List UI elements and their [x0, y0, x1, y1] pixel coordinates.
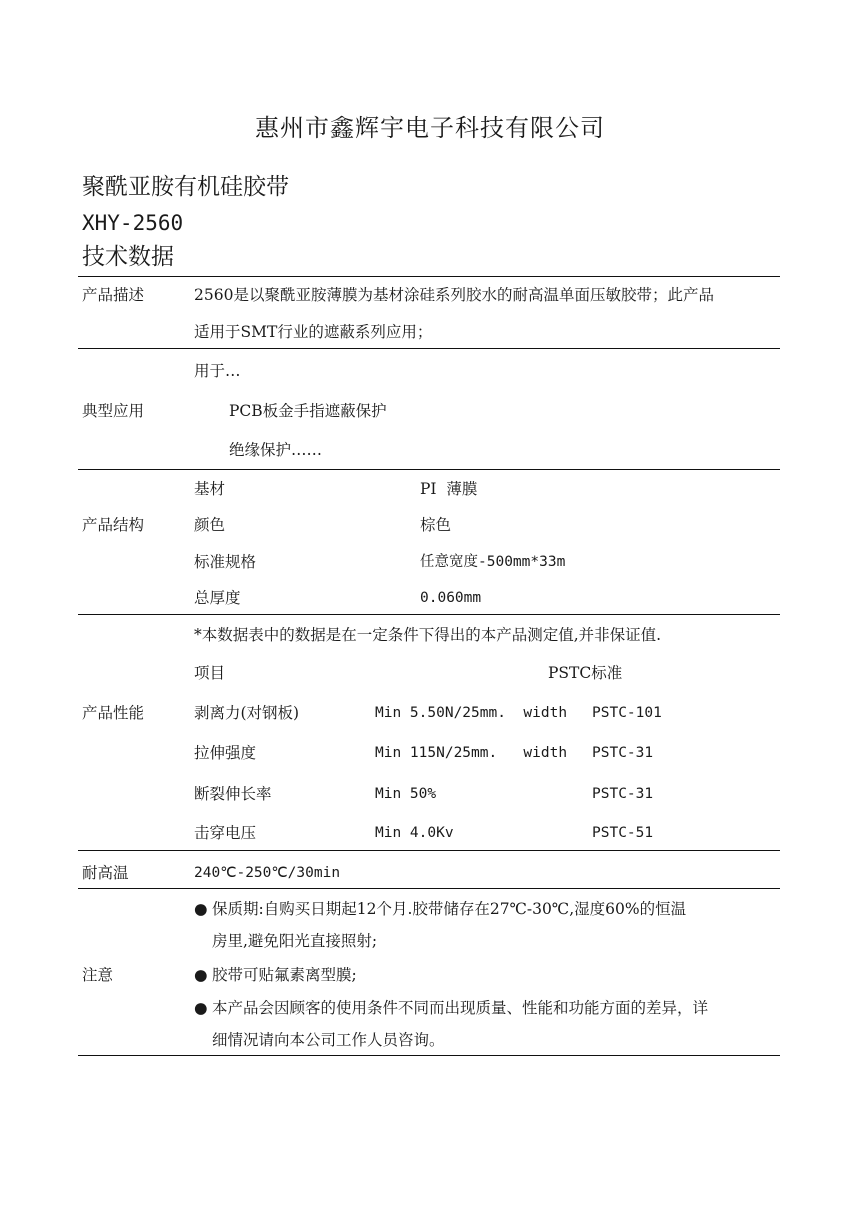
note-line: 胶带可贴氟素离型膜;: [212, 966, 357, 984]
structure-name: 总厚度: [194, 589, 241, 607]
note-line: 本产品会因顾客的使用条件不同而出现质量、性能和功能方面的差异，详: [212, 999, 709, 1017]
description-line-2: 适用于SMT行业的遮蔽系列应用；: [194, 323, 433, 341]
heat-label: 耐高温: [82, 864, 129, 882]
performance-item: 剥离力(对钢板): [194, 704, 300, 722]
performance-item: 断裂伸长率: [194, 785, 272, 803]
note-bullet: ●: [194, 900, 208, 918]
row-divider-heat: [78, 888, 780, 889]
description-label: 产品描述: [82, 286, 145, 304]
performance-value: Min 115N/25mm. width: [375, 745, 568, 761]
row-divider-application: [78, 469, 780, 470]
product-name: 聚酰亚胺有机硅胶带: [82, 174, 289, 200]
performance-standard: PSTC-31: [592, 745, 654, 761]
structure-value: PI 薄膜: [420, 480, 478, 498]
structure-value: 0.060mm: [420, 590, 482, 606]
performance-value: Min 4.0Kv: [375, 825, 454, 841]
table-top-rule: [78, 276, 780, 277]
row-divider-structure: [78, 614, 780, 615]
note-line: 保质期:自购买日期起12个月.胶带储存在27℃-30℃,湿度60%的恒温: [212, 900, 687, 918]
structure-name: 颜色: [194, 516, 226, 534]
row-divider-performance: [78, 850, 780, 851]
heat-value: 240℃-250℃/30min: [194, 865, 341, 881]
product-code: XHY-2560: [82, 211, 184, 235]
structure-name: 标准规格: [194, 553, 257, 571]
performance-col-standard: PSTC标准: [548, 664, 623, 682]
application-intro: 用于…: [194, 362, 241, 380]
note-bullet: ●: [194, 999, 208, 1017]
row-divider-description: [78, 348, 780, 349]
company-name: 惠州市鑫辉宇电子科技有限公司: [255, 114, 605, 142]
application-item: PCB板金手指遮蔽保护: [229, 402, 387, 420]
tech-data-heading: 技术数据: [82, 244, 174, 270]
description-line-1: 2560是以聚酰亚胺薄膜为基材涂硅系列胶水的耐高温单面压敏胶带；此产品: [194, 286, 714, 304]
notes-label: 注意: [82, 966, 114, 984]
performance-col-item: 项目: [194, 664, 226, 682]
note-bullet: ●: [194, 966, 208, 984]
structure-name: 基材: [194, 480, 226, 498]
performance-value: Min 50%: [375, 786, 437, 802]
performance-standard: PSTC-51: [592, 825, 654, 841]
application-item: 绝缘保护……: [229, 441, 323, 459]
note-line: 房里,避免阳光直接照射;: [212, 932, 378, 950]
note-line: 细情况请向本公司工作人员咨询。: [212, 1031, 445, 1049]
table-bottom-rule: [78, 1055, 780, 1056]
performance-label: 产品性能: [82, 704, 145, 722]
structure-label: 产品结构: [82, 516, 145, 534]
performance-value: Min 5.50N/25mm. width: [375, 705, 568, 721]
performance-standard: PSTC-31: [592, 786, 654, 802]
performance-standard: PSTC-101: [592, 705, 662, 721]
performance-item: 拉伸强度: [194, 744, 257, 762]
structure-value: 棕色: [420, 516, 452, 534]
structure-value: 任意宽度-500mm*33m: [420, 554, 566, 570]
performance-item: 击穿电压: [194, 824, 257, 842]
application-label: 典型应用: [82, 402, 145, 420]
performance-note: *本数据表中的数据是在一定条件下得出的本产品测定值,并非保证值.: [194, 626, 662, 644]
